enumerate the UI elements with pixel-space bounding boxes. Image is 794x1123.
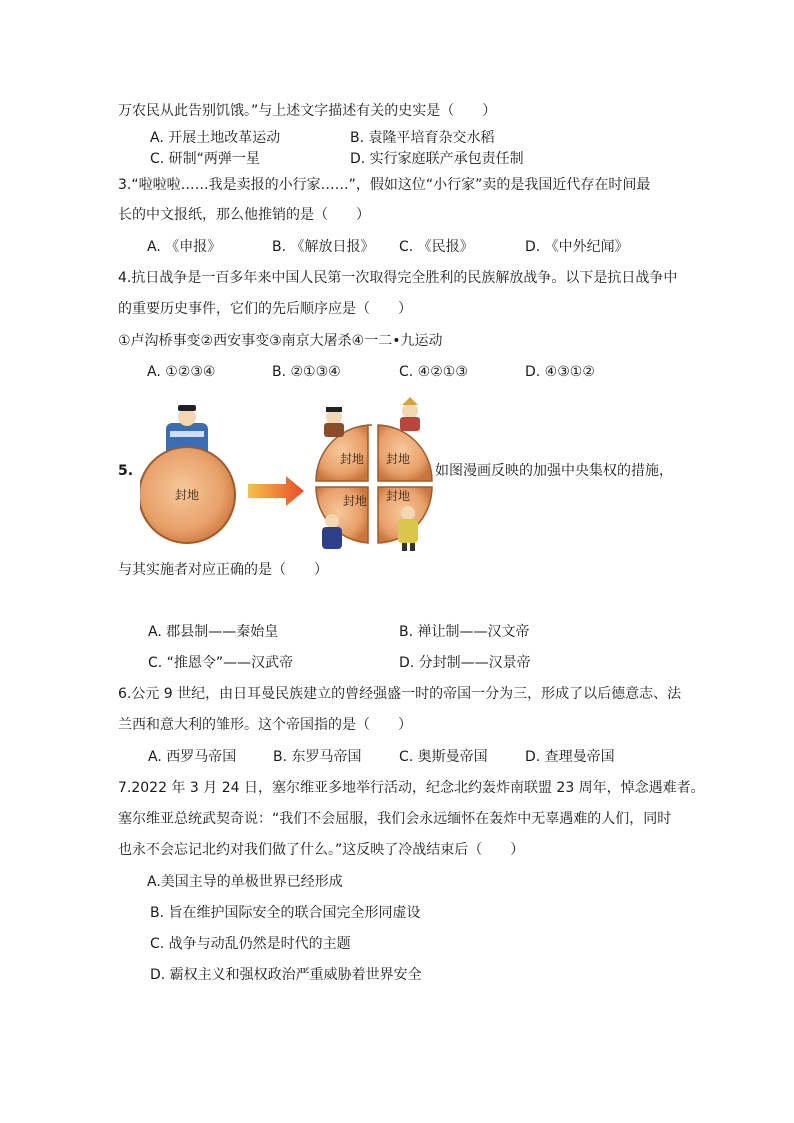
q4-option-d[interactable]: D. ④③①②	[525, 364, 595, 380]
arrow-icon	[248, 476, 304, 506]
q6-option-a[interactable]: A. 西罗马帝国	[148, 749, 237, 765]
q3-option-b[interactable]: B. 《解放日报》	[272, 239, 375, 255]
q5-number: 5.	[118, 463, 134, 479]
q7-stem-line1: 7.2022 年 3 月 24 日，塞尔维亚多地举行活动，纪念北约轰炸南联盟 23 周年，悼念遇难者。	[118, 780, 705, 796]
q5-option-b[interactable]: B. 禅让制——汉文帝	[399, 624, 530, 640]
q7-option-a[interactable]: A.美国主导的单极世界已经形成	[147, 874, 343, 890]
q3-stem-line1: 3.“啦啦啦……我是卖报的小行家……”，假如这位“小行家”卖的是我国近代存在时间最	[118, 177, 651, 193]
fief-label-4: 封地	[385, 489, 411, 503]
fiefdom-cartoon	[140, 395, 440, 555]
q7-option-b[interactable]: B. 旨在维护国际安全的联合国完全形同虚设	[150, 905, 421, 921]
figure-top-left	[324, 407, 344, 437]
fief-label-1: 封地	[339, 452, 365, 466]
q7-stem-line2: 塞尔维亚总统武契奇说：“我们不会屈服，我们会永远缅怀在轰炸中无辜遇难的人们，同时	[118, 811, 672, 827]
q3-option-a[interactable]: A. 《申报》	[147, 239, 222, 255]
q6-stem-line2: 兰西和意大利的雏形。这个帝国指的是（ ）	[118, 717, 412, 733]
q6-option-b[interactable]: B. 东罗马帝国	[273, 749, 362, 765]
q7-stem-line3: 也永不会忘记北约对我们做了什么。”这反映了冷战结束后（ ）	[118, 842, 525, 858]
q4-option-a[interactable]: A. ①②③④	[147, 364, 216, 380]
q4-events: ①卢沟桥事变②西安事变③南京大屠杀④一二•九运动	[118, 333, 443, 349]
q3-stem-line2: 长的中文报纸，那么他推销的是（ ）	[118, 207, 370, 223]
q4-stem-line1: 4.抗日战争是一百多年来中国人民第一次取得完全胜利的民族解放战争。以下是抗日战争中	[118, 270, 678, 286]
q5-option-c[interactable]: C. “推恩令”——汉武帝	[148, 655, 294, 671]
q4-stem-line2: 的重要历史事件，它们的先后顺序应是（ ）	[118, 301, 412, 317]
q5-option-a[interactable]: A. 郡县制——秦始皇	[148, 624, 279, 640]
option-d[interactable]: D. 实行家庭联产承包责任制	[350, 151, 524, 167]
figure-top-right	[400, 397, 420, 431]
q3-option-d[interactable]: D. 《中外纪闻》	[525, 239, 629, 255]
fief-label-2: 封地	[385, 452, 411, 466]
q4-option-c[interactable]: C. ④②①③	[399, 364, 468, 380]
question-stem-tail: 万农民从此告别饥饿。”与上述文字描述有关的史实是（ ）	[118, 103, 497, 119]
q5-stem-right: 如图漫画反映的加强中央集权的措施，	[435, 463, 673, 479]
q7-option-d[interactable]: D. 霸权主义和强权政治严重威胁着世界安全	[150, 967, 422, 983]
q4-option-b[interactable]: B. ②①③④	[272, 364, 341, 380]
option-a[interactable]: A. 开展土地改革运动	[150, 130, 281, 146]
q5-option-d[interactable]: D. 分封制——汉景帝	[399, 655, 531, 671]
q6-option-d[interactable]: D. 查理曼帝国	[525, 749, 615, 765]
q6-stem-line1: 6.公元 9 世纪，由日耳曼民族建立的曾经强盛一时的帝国一分为三，形成了以后德意志、法	[118, 686, 682, 702]
fief-label-3: 封地	[342, 494, 368, 508]
option-b[interactable]: B. 袁隆平培育杂交水稻	[350, 130, 495, 146]
q7-option-c[interactable]: C. 战争与动乱仍然是时代的主题	[150, 936, 351, 952]
big-fief-label: 封地	[174, 488, 200, 502]
q6-option-c[interactable]: C. 奥斯曼帝国	[399, 749, 488, 765]
option-c[interactable]: C. 研制“两弹一星	[150, 151, 260, 167]
q3-option-c[interactable]: C. 《民报》	[399, 239, 474, 255]
q5-stem-line2: 与其实施者对应正确的是（ ）	[118, 562, 328, 578]
